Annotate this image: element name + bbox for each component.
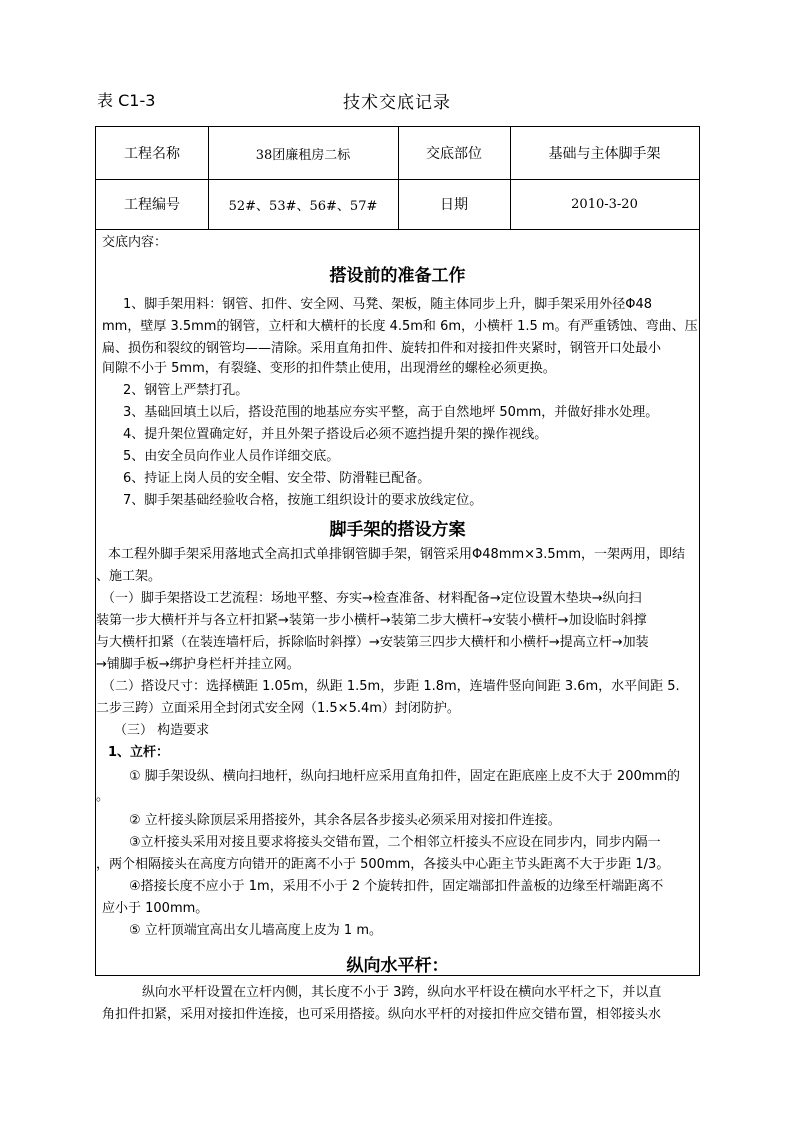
content-line: 5、由安全员向作业人员作详细交底。	[123, 449, 340, 464]
position-label: 交底部位	[426, 146, 482, 162]
position-value: 基础与主体脚手架	[548, 146, 661, 162]
content-line: 装第一步大横杆并与各立杆扣紧→装第一步小横杆→装第二步大横杆→安装小横杆→加设临时斜撑	[96, 613, 647, 628]
content-line: 、施工架。	[96, 569, 162, 584]
content-line: 7、脚手架基础经验收合格，按施工组织设计的要求放线定位。	[123, 493, 483, 508]
content-line: 间隙不小于 5mm，有裂缝、变形的扣件禁止使用，出现滑丝的螺栓必须更换。	[102, 361, 556, 376]
content-line: 4、提升架位置确定好，并且外架子搭设后必须不遮挡提升架的操作视线。	[123, 427, 548, 442]
record-form	[95, 126, 700, 1022]
date-value: 2010-3-20	[571, 196, 638, 212]
project-name-label: 工程名称	[124, 146, 180, 162]
content-line: 1、脚手架用料：钢管、扣件、安全网、马凳、架板，随主体同步上升，脚手架采用外径Φ48	[123, 297, 653, 312]
content-line: （三） 构造要求	[114, 723, 210, 738]
project-no-value: 52#、53#、56#、57#	[228, 198, 378, 214]
section-heading-preparation: 搭设前的准备工作	[329, 266, 466, 286]
page-title: 技术交底记录	[343, 93, 451, 113]
subheading-pole: 1、立杆：	[108, 745, 170, 760]
date-label: 日期	[440, 197, 468, 213]
content-line: 角扣件扣紧，采用对接扣件连接，也可采用搭接。纵向水平杆的对接扣件应交错布置，相邻接头水	[102, 1007, 662, 1022]
content-line: 2、钢管上严禁打孔。	[123, 383, 249, 398]
content-line: 本工程外脚手架采用落地式全高扣式单排钢管脚手架，钢管采用Φ48mm×3.5mm，一架两用，即结	[108, 547, 685, 562]
section-heading-longitudinal-bar: 纵向水平杆：	[346, 956, 449, 976]
content-line: ② 立杆接头除顶层采用搭接外，其余各层各步接头必须采用对接扣件连接。	[129, 813, 561, 828]
content-line: 3、基础回填土以后，搭设范围的地基应夯实平整，高于自然地坪 50mm，并做好排水处理。	[123, 405, 659, 420]
content-label: 交底内容：	[102, 235, 168, 250]
content-line: 扁、损伤和裂纹的钢管均——清除。采用直角扣件、旋转扣件和对接扣件夹紧时，钢管开口处最小	[102, 341, 662, 356]
content-line: ⑤ 立杆顶端宜高出女儿墙高度上皮为 1 m。	[129, 923, 382, 938]
project-no-label: 工程编号	[124, 197, 180, 213]
form-code: 表 C1-3	[97, 91, 156, 110]
content-line: mm，壁厚 3.5mm的钢管，立杆和大横杆的长度 4.5m和 6m，小横杆 1.5 m。有严重锈蚀、弯曲、压	[102, 319, 698, 334]
project-name-value: 38团廉租房二标	[255, 147, 351, 163]
content-line: 二步三跨）立面采用全封闭式安全网（1.5×5.4m）封闭防护。	[96, 701, 460, 716]
content-line: ④搭接长度不应小于 1m，采用不小于 2 个旋转扣件，固定端部扣件盖板的边缘至杆端距离不	[129, 879, 664, 894]
content-line: →铺脚手板→绑护身栏杆并挂立网。	[96, 657, 300, 672]
content-line: 。	[96, 789, 110, 804]
content-line: 纵向水平杆设置在立杆内侧，其长度不小于 3跨，纵向水平杆设在横向水平杆之下，并以直	[142, 985, 662, 1000]
table-divider	[96, 229, 699, 230]
content-line: ③立杆接头采用对接且要求将接头交错布置，二个相邻立杆接头不应设在同步内，同步内隔一	[129, 835, 661, 850]
content-line: 应小于 100mm。	[102, 901, 209, 916]
content-line: ① 脚手架设纵、横向扫地杆，纵向扫地杆应采用直角扣件，固定在距底座上皮不大于 200mm的	[129, 769, 681, 784]
section-heading-scheme: 脚手架的搭设方案	[329, 520, 466, 540]
content-line: （一）脚手架搭设工艺流程：场地平整、夯实→检查准备、材料配备→定位设置木垫块→纵向扫	[102, 591, 642, 606]
content-line: ，两个相隔接头在高度方向错开的距离不小于 500mm，各接头中心距主节头距离不大于步距 1/3。	[96, 857, 670, 872]
content-line: （二）搭设尺寸：选择横距 1.05m，纵距 1.5m，步距 1.8m，连墙件竖向间距 3.6m，水平间距 5.	[102, 679, 680, 694]
content-line: 与大横杆扣紧（在装连墙杆后，拆除临时斜撑）→安装第三四步大横杆和小横杆→提高立杆→加装	[96, 635, 649, 650]
content-line: 6、持证上岗人员的安全帽、安全带、防滑鞋已配备。	[123, 471, 431, 486]
